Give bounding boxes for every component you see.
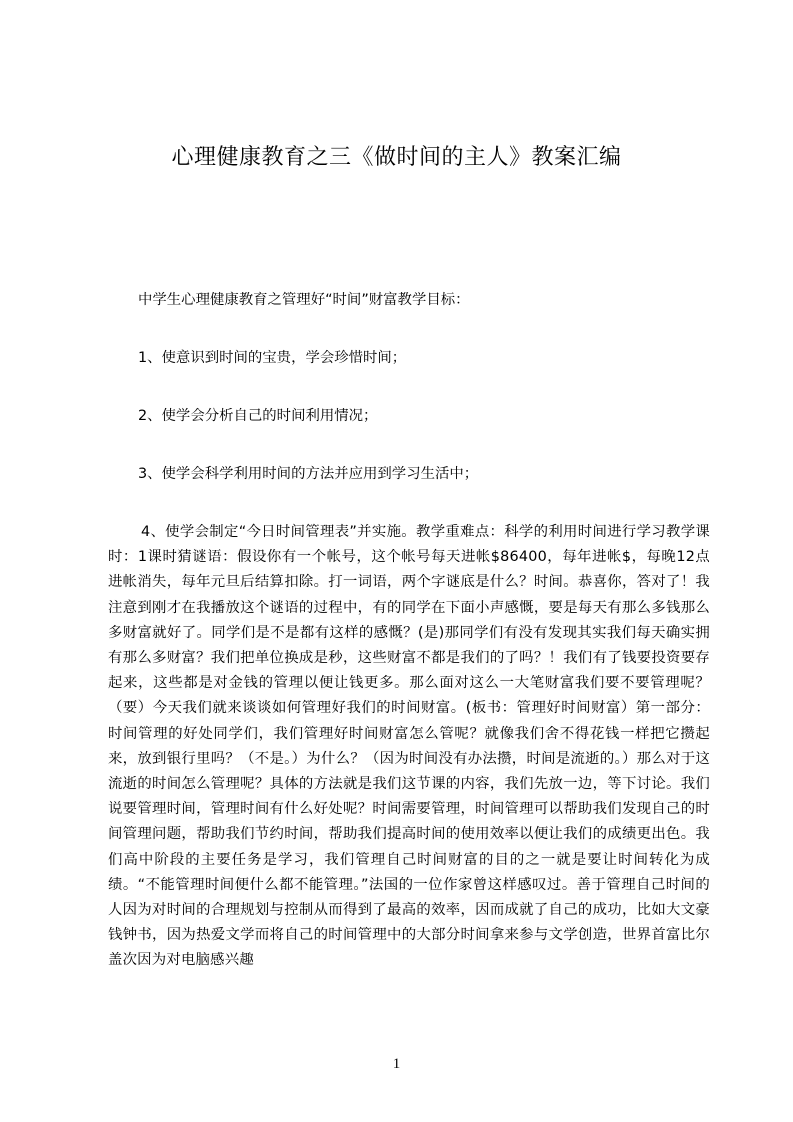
- page-number: 1: [392, 1056, 401, 1072]
- objective-item-2: 2、使学会分析自己的时间利用情况；: [138, 408, 378, 424]
- document-body: [108, 288, 710, 974]
- main-paragraph: 4、使学会制定“今日时间管理表”并实施。教学重难点：科学的利用时间进行学习教学课时：1课时猜谜语：假设你有一个帐号，这个帐号每天进帐$86400，每年进帐$，每晚12点进帐消失，每年元旦后结算扣除。打一词语，两个字谜底是什么？时间。恭喜你，答对了！我注意到刚才在我播放这个谜语的过程中，有的同学在下面小声感慨，要是每天有那么多钱那么多财富就好了。同学们是不是都有这样的感慨？(是)那同学们有没有发现其实我们每天确实拥有那么多财富？我们把单位换成是秒，这些财富不都是我们的了吗？！我们有了钱要投资要存起来，这些都是对金钱的管理以便让钱更多。那么面对这么一大笔财富我们要不要管理呢？（要）今天我们就来谈谈如何管理好我们的时间财富。(板书：管理好时间财富）第一部分：时间管理的好处同学们，我们管理好时间财富怎么管呢？就像我们舍不得花钱一样把它攒起来，放到银行里吗？（不是。）为什么？（因为时间没有办法攒，时间是流逝的。）那么对于这流逝的时间怎么管理呢？具体的方法就是我们这节课的内容，我们先放一边，等下讨论。我们说要管理时间，管理时间有什么好处呢？时间需要管理，时间管理可以帮助我们发现自己的时间管理问题，帮助我们节约时间，帮助我们提高时间的使用效率以便让我们的成绩更出色。我们高中阶段的主要任务是学习，我们管理自己时间财富的目的之一就是要让时间转化为成绩。“不能管理时间便什么都不能管理。”法国的一位作家曾这样感叹过。善于管理自己时间的人因为对时间的合理规划与控制从而得到了最高的效率，因而成就了自己的成功，比如大文豪钱钟书，因为热爱文学而将自己的时间管理中的大部分时间拿来参与文学创造，世界首富比尔盖次因为对电脑感兴趣: [108, 524, 710, 969]
- objective-item-1: 1、使意识到时间的宝贵，学会珍惜时间；: [138, 350, 407, 366]
- objective-item-3: 3、使学会科学利用时间的方法并应用到学习生活中；: [138, 466, 479, 482]
- document-title: 心理健康教育之三《做时间的主人》教案汇编: [171, 145, 622, 170]
- intro-paragraph: 中学生心理健康教育之管理好“时间”财富教学目标：: [138, 292, 470, 308]
